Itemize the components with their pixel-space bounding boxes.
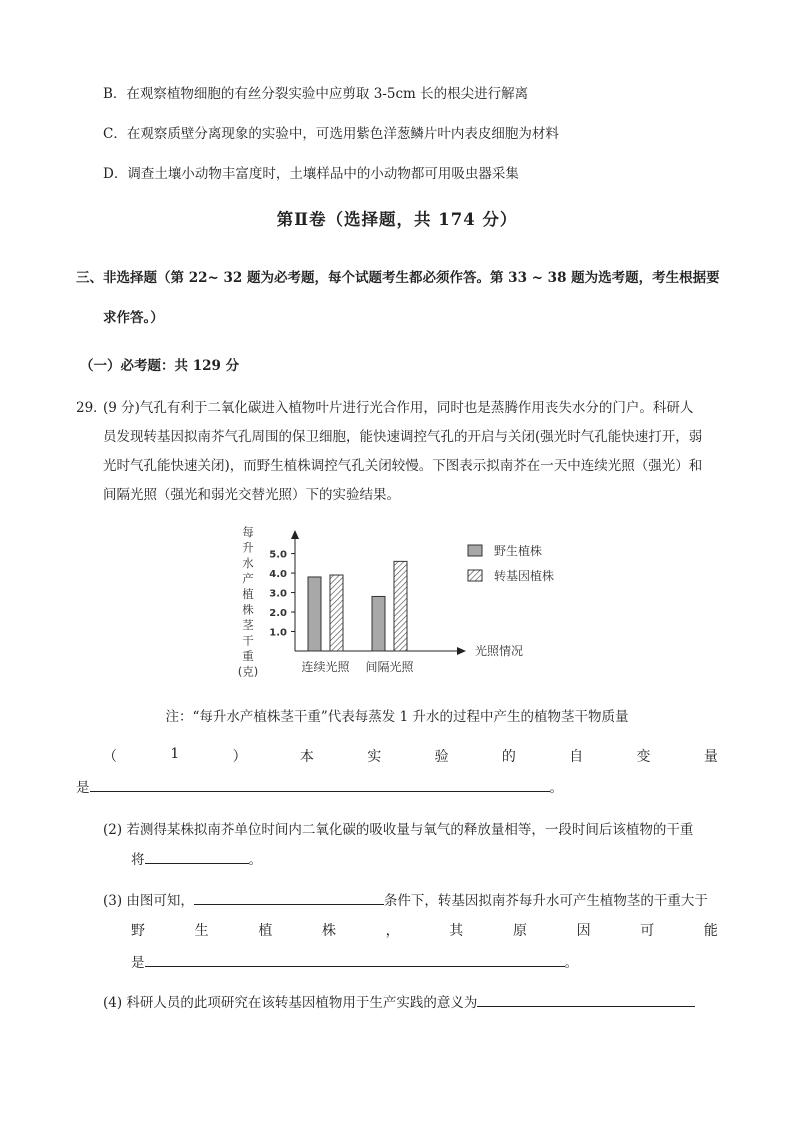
- part3-line1: 三、非选择题（第 22~ 32 题为必考题，每个试题考生都必须作答。第 33 ~ 38 题为选考题，考生根据要: [76, 270, 720, 286]
- y-axis-label-char: 干: [242, 633, 254, 648]
- bar-chart: [230, 520, 560, 682]
- bar-wild-type: [372, 596, 385, 651]
- sub1-token: ）: [232, 749, 247, 765]
- sub1-token: 实: [367, 749, 382, 765]
- sub2-line1: (2) 若测得某株拟南芥单位时间内二氧化碳的吸收量与氧气的释放量相等，一段时间后该植物的干重: [103, 822, 694, 838]
- sub2-prefix: 将: [131, 852, 145, 868]
- sub1-answer-line: [76, 776, 563, 796]
- y-axis-label-char: 株: [242, 602, 254, 617]
- sub3-blank-1[interactable]: [194, 890, 384, 905]
- option-d: D．调查土壤小动物丰富度时，土壤样品中的小动物都可用吸虫器采集: [103, 166, 519, 182]
- section-heading: 第Ⅱ卷（选择题，共 174 分）: [276, 210, 518, 229]
- sub3-blank-2[interactable]: [145, 952, 565, 967]
- bar-transgenic: [394, 561, 407, 651]
- sub4-line: [103, 991, 695, 1011]
- sub3-answer-line: [131, 951, 578, 971]
- sub3-token: 野: [131, 923, 145, 939]
- y-tick-label: 1.0: [269, 627, 287, 639]
- sub1-prefix: 是: [76, 780, 90, 796]
- x-axis-label: 光照情况: [475, 644, 524, 658]
- legend-label: 野生植株: [494, 544, 543, 558]
- y-axis-label-char: 水: [242, 556, 254, 570]
- sub1-token: 变: [636, 749, 651, 765]
- sub4-blank[interactable]: [477, 992, 695, 1007]
- sub3-line1: [103, 889, 708, 909]
- legend-swatch: [468, 545, 482, 556]
- sub3-after-blank: 条件下，转基因拟南芥每升水可产生植物茎的干重大于: [383, 893, 708, 909]
- sub3-token: 植: [258, 923, 273, 939]
- bar-wild-type: [308, 577, 321, 651]
- x-axis-arrow: [457, 647, 466, 655]
- sub3-token: ，: [385, 923, 400, 939]
- part3-line2: 求作答。）: [103, 310, 164, 326]
- y-axis-label-char: 产: [242, 571, 254, 586]
- y-tick-label: 2.0: [269, 608, 287, 620]
- sub2-blank[interactable]: [145, 849, 249, 864]
- required-header: （一）必考题：共 129 分: [80, 358, 240, 374]
- chart-note: 注：“每升水产植株茎干重”代表每蒸发 1 升水的过程中产生的植物茎干物质量: [165, 709, 629, 725]
- sub3-token: 株: [321, 923, 336, 939]
- sub1-token: 本: [299, 749, 314, 765]
- y-tick-label: 4.0: [269, 569, 287, 581]
- y-axis-label: [238, 525, 258, 679]
- y-tick-label: 5.0: [269, 549, 287, 561]
- q29-line: 员发现转基因拟南芥气孔周围的保卫细胞，能快速调控气孔的开启与关闭(强光时气孔能快速打开，弱: [103, 429, 703, 445]
- sub3-start: (3) 由图可知，: [103, 893, 194, 909]
- y-axis-label-char: 植: [242, 587, 254, 601]
- sub3-token: 生: [194, 923, 209, 939]
- option-c: C．在观察质壁分离现象的实验中，可选用紫色洋葱鳞片叶内表皮细胞为材料: [103, 126, 559, 142]
- y-tick-label: 3.0: [269, 588, 287, 600]
- q29-number: 29．: [76, 400, 107, 416]
- sub1-token: 验: [434, 749, 449, 765]
- legend-swatch: [468, 570, 482, 581]
- sub3-token: 能: [703, 923, 718, 939]
- sub2-answer-line: [131, 848, 262, 868]
- sub3-token: 其: [449, 923, 464, 939]
- y-axis-label-char: 茎: [242, 618, 254, 632]
- sub1-token: （: [103, 749, 117, 765]
- y-axis-label-char: (克): [237, 664, 259, 679]
- x-category-label: 间隔光照: [365, 660, 414, 674]
- y-axis-arrow: [291, 530, 299, 539]
- sub1-token: 1: [170, 746, 180, 762]
- sub3-token: 因: [576, 923, 591, 939]
- bar-transgenic: [330, 575, 343, 651]
- sub1-token: 的: [501, 749, 516, 765]
- x-category-label: 连续光照: [301, 660, 350, 674]
- option-b: B．在观察植物细胞的有丝分裂实验中应剪取 3-5cm 长的根尖进行解离: [103, 86, 529, 102]
- sub1-blank[interactable]: [90, 777, 550, 792]
- legend-label: 转基因植株: [494, 569, 555, 583]
- sub1-end: 。: [549, 780, 563, 796]
- sub3-line2: [131, 920, 718, 940]
- y-axis-label-char: 每: [242, 525, 254, 539]
- sub2-end: 。: [248, 852, 262, 868]
- y-axis-label-char: 重: [242, 649, 254, 663]
- q29-line: 间隔光照（强光和弱光交替光照）下的实验结果。: [103, 487, 400, 503]
- sub4-text: (4) 科研人员的此项研究在该转基因植物用于生产实践的意义为: [103, 995, 478, 1011]
- sub1-line: [103, 746, 718, 766]
- sub3-end: 。: [564, 955, 578, 971]
- sub1-token: 量: [703, 749, 718, 765]
- q29-line: (9 分)气孔有利于二氧化碳进入植物叶片进行光合作用，同时也是蒸腾作用丧失水分的门户。科研人: [103, 400, 694, 416]
- y-axis-label-char: 升: [242, 540, 254, 555]
- sub3-token: 原: [512, 923, 527, 939]
- sub3-token: 可: [640, 923, 655, 939]
- q29-line: 光时气孔能快速关闭)，而野生植株调控气孔关闭较慢。下图表示拟南芥在一天中连续光照（强光）和: [103, 458, 703, 474]
- sub3-prefix: 是: [131, 955, 145, 971]
- sub1-token: 自: [569, 749, 584, 765]
